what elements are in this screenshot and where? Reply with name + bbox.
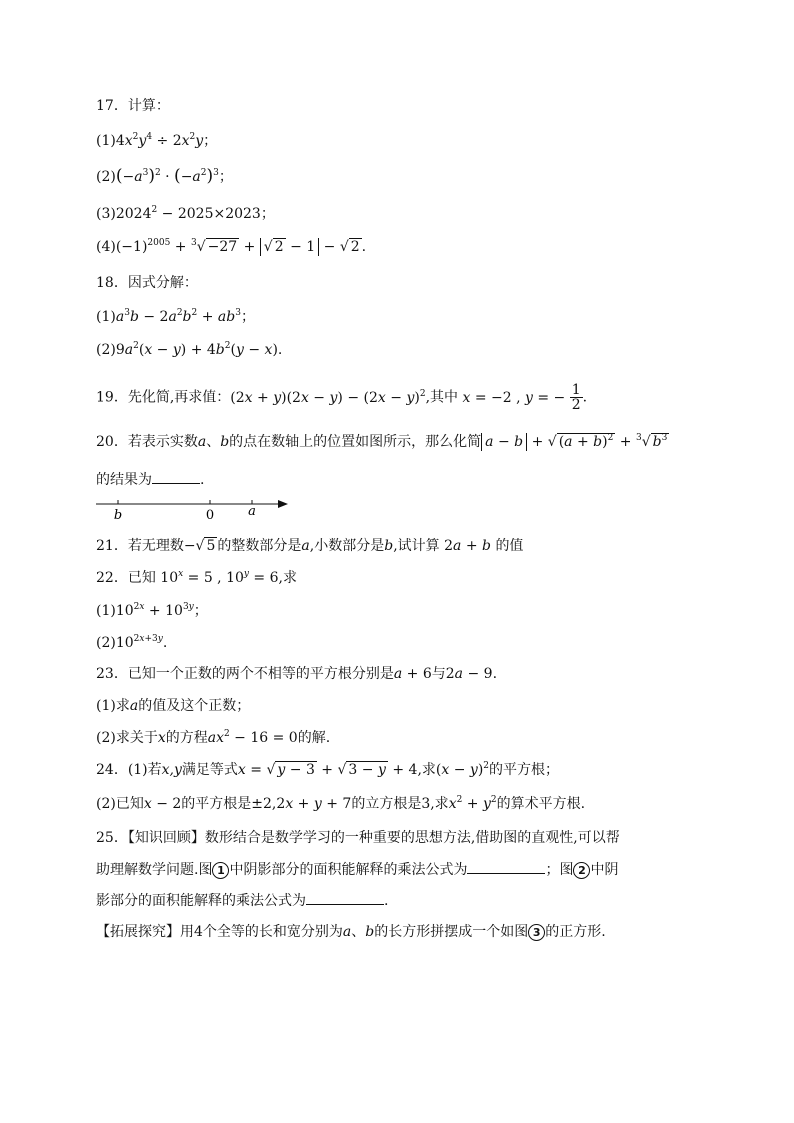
number-line	[94, 496, 294, 524]
label-zero: 0	[205, 508, 215, 523]
problem-17-part-3: $(3)2024^2 - 2025\times 2023$；	[96, 205, 275, 222]
circle-number-3: 3	[528, 924, 545, 941]
circle-number-1: 1	[212, 862, 229, 879]
problem-20: 20．若表示实数a、b的点在数轴上的位置如图所示，那么化简 a − b + √ $(a + b)^2 + ^3√$ $b^3$	[96, 433, 668, 450]
problem-24-part-2: (2)已知x − 2的平方根是±2,2x + y + 7的立方根是3,求$x^2 + y^2$的算术平方根.	[96, 795, 586, 812]
problem-22-part-1: $(1)10^{2x} + 10^{3y}$；	[96, 602, 208, 619]
problem-17-title: 17．计算：	[96, 98, 170, 114]
problem-18-part-1: $(1)a^3b - 2a^2b^2 + ab^3$；	[96, 308, 255, 325]
label-b: b	[113, 508, 123, 523]
problem-17-part-4: $(4)(-1)^{2005} + ^3√ -27$ + √ 2 − 1 − √ 2 .	[96, 238, 367, 255]
problem-23-part-2: (2)求关于x的方程$ax^2 - 16 = 0$的解.	[96, 729, 331, 746]
problem-25-line-3: 影部分的面积能解释的乘法公式为 .	[96, 890, 388, 911]
problem-19: 19．先化简,再求值：$(2x + y)(2x - y) - (2x - y)^2$,其中 x = −2 , y = − $\frac{1}{2}$ .	[96, 382, 588, 413]
problem-17-part-1: $(1)4x^2y^4 \div 2x^2y$；	[96, 132, 218, 149]
problem-18-part-2: $(2)9a^2(x - y) + 4b^2(y - x)$.	[96, 341, 283, 358]
problem-22: 22．已知 $10^x = 5$ , $10^y = 6$,求	[96, 569, 297, 586]
problem-22-part-2: $(2)10^{2x+3y}$.	[96, 634, 168, 651]
problem-18-title: 18．因式分解：	[96, 275, 198, 291]
problem-25-line-1: 25．【知识回顾】数形结合是数学学习的一种重要的思想方法,借助图的直观性,可以帮	[96, 830, 620, 846]
problem-20-result: 的结果为 .	[96, 469, 204, 490]
problem-25-line-4: 【拓展探究】用4个全等的长和宽分别为a、b的长方形拼摆成一个如图 3 的正方形.	[96, 924, 606, 940]
problem-23: 23．已知一个正数的两个不相等的平方根分别是a + 6与2a − 9.	[96, 666, 498, 682]
label-a: a	[248, 504, 256, 519]
problem-24-part-1: 24．(1)若x,y满足等式x = √ y − 3 + √ 3 − y + 4,求$(x - y)^2$的平方根；	[96, 761, 560, 778]
problem-21: 21．若无理数−√ 5 的整数部分是a,小数部分是b,试计算 2a + b 的值	[96, 538, 524, 554]
problem-25-line-2: 助理解数学问题.图 1 中阴影部分的面积能解释的乘法公式为 ；图 2 中阴	[96, 859, 618, 880]
circle-number-2: 2	[573, 862, 590, 879]
problem-23-part-1: (1)求a的值及这个正数；	[96, 698, 251, 714]
problem-17-part-2: $(2)(-a^3)^2 \cdot (-a^2)^3$；	[96, 166, 233, 186]
